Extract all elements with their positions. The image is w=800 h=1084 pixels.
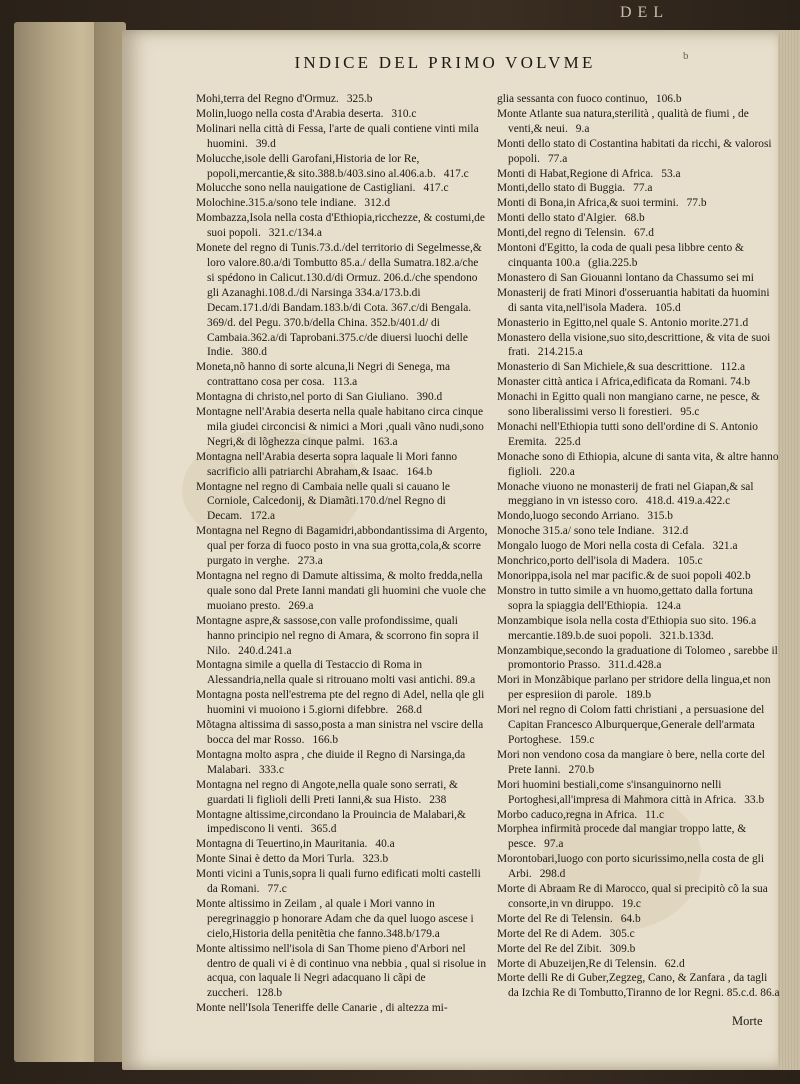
index-entry — [497, 331, 780, 361]
index-entry — [497, 524, 780, 539]
entry-text: Monti,del regno di Telensin. — [497, 227, 627, 240]
entry-reference: 333.c — [258, 763, 284, 776]
index-entry — [497, 808, 780, 823]
entry-text: Molucche,isole delli Garofani,Historia de lor Re, popoli,mercantie,& sito.388.b/403.sino al.406.a.b. — [196, 152, 436, 180]
entry-reference: 163.a — [372, 435, 398, 448]
book-binding — [14, 22, 126, 1062]
entry-text: Moneta,nõ hanno di sorte alcuna,li Negri di Senega, ma contrattano cosa per cosa. — [196, 361, 451, 389]
entry-reference: 77.a — [633, 182, 653, 195]
index-entry — [196, 778, 488, 808]
index-entry — [497, 226, 780, 241]
entry-text: Monte Atlante sua natura,sterilità , qualità de fiumi , de venti,& neui. — [497, 107, 749, 135]
entry-reference: 325.b — [346, 93, 373, 105]
entry-text: Monorippa,isola nel mar pacific.& de suoi popoli 402.b — [497, 570, 751, 582]
entry-reference: 268.d — [396, 704, 422, 717]
entry-reference: 305.c — [609, 927, 635, 940]
index-entry — [196, 122, 488, 152]
entry-text: Monastero di San Giouanni lontano da Chassumo sei mi — [497, 271, 754, 284]
entry-reference: 105.c — [677, 555, 703, 568]
index-column-left — [196, 92, 488, 1016]
entry-reference: 9.a — [575, 122, 590, 135]
index-entry — [497, 375, 780, 390]
entry-text: Monache sono di Ethiopia, alcune di santa vita, & altre hanno figlioli. — [497, 450, 779, 478]
index-entry — [196, 524, 488, 569]
entry-text: Morte del Re di Adem. — [497, 927, 602, 940]
index-entry — [497, 957, 780, 972]
index-entry — [497, 882, 780, 912]
index-entry — [196, 837, 488, 852]
entry-reference: 166.b — [312, 733, 339, 746]
catchword: Morte — [732, 1014, 763, 1028]
entry-text: Monti vicini a Tunis,sopra li quali furno edificati molti castelli da Romani. — [196, 868, 481, 896]
entry-reference: 11.c — [645, 808, 664, 821]
index-entry — [497, 554, 780, 569]
entry-reference: 309.b — [609, 942, 636, 955]
entry-reference: 124.a — [655, 599, 681, 612]
index-entry — [497, 92, 780, 107]
entry-reference: 19.c — [621, 897, 641, 910]
entry-text: Montagna nel regno di Damute altissima, & molto fredda,nella quale sono dal Prete Ianni mandati gli huomini che vuole che muoiano presto. — [196, 570, 486, 612]
entry-reference: 417.c — [423, 182, 449, 195]
entry-reference: 214.215.a — [537, 346, 583, 359]
entry-text: Morte del Re del Zibit. — [497, 942, 602, 955]
index-entry — [497, 778, 780, 808]
entry-text: Mombazza,Isola nella costa d'Ethiopia,ricchezze, & costumi,de suoi popoli. — [196, 212, 485, 240]
entry-reference: 365.d — [310, 823, 337, 836]
entry-text: Monaster città antica i Africa,edificata da Romani. 74.b — [497, 376, 751, 389]
entry-text: glia sessanta con fuoco continuo, — [497, 93, 648, 105]
entry-reference: 68.b — [624, 212, 645, 225]
entry-text: Monasterio di San Michiele,& sua descrittione. — [497, 361, 713, 374]
entry-reference: 62.d — [664, 957, 685, 970]
index-entry — [497, 942, 780, 957]
index-entry — [497, 167, 780, 182]
index-entry — [196, 688, 488, 718]
entry-text: Molinari nella città di Fessa, l'arte de quali contiene vinti mila huomini. — [196, 122, 479, 150]
index-entry — [497, 390, 780, 420]
index-entry — [497, 271, 780, 286]
entry-text: Monzambique isola nella costa d'Ethiopia suo sito. 196.a mercantie.189.b.de suoi popoli. — [497, 614, 757, 642]
index-entry — [196, 614, 488, 659]
entry-text: Monastero della visione,suo sito,descrittione, & vita de suoi frati. — [497, 331, 771, 359]
entry-reference: 95.c — [680, 406, 700, 419]
entry-text: Molochine.315.a/sono tele indiane. — [196, 197, 357, 210]
entry-reference: 189.b — [625, 689, 652, 702]
index-entry — [196, 211, 488, 241]
entry-text: Mori nel regno di Colom fatti christiani , a persuasione del Capitan Francesco Alburquerque,Generale dell'armata Portoghese. — [497, 704, 765, 746]
entry-text: Monete del regno di Tunis.73.d./del territorio di Segelmesse,& loro valore.80.a/di Tombutto 85.a./ della Sumatra.182.a/che si spédono in Calicut.130.d/di Ormuz. 206.d./che spendono gli Azanaghi.108.d./di Narsinga 334.a/173.b.di Decam.171.d/di Bandam.183.b/di Cota. 367.c/di Bengala. 369/d. del Pegu. 370.b/della China. 352.b/401.d/ di Cambaia.362.a/di Taprobani.375.c/de diuersi luochi delle Indie. — [196, 242, 482, 359]
entry-reference: 321.c/134.a — [268, 227, 322, 240]
page-title: INDICE DEL PRIMO VOLVME — [294, 53, 596, 72]
index-entry — [497, 927, 780, 942]
entry-text: Monte altissimo nell'isola di San Thome pieno d'Arbori nel dentro de quali vi è di continuo vna nebbia , qual si risolue in acqua, con laquale li Negri adacquano li cãpi de zuccheri. — [196, 942, 487, 1000]
index-entry — [196, 360, 488, 390]
entry-text: Mõtagna altissima di sasso,posta a man sinistra nel vscire della bocca del mar Rosso. — [196, 719, 484, 746]
entry-reference: 97.a — [544, 838, 564, 851]
entry-text: Mori in Monzãbique parlano per stridore della lingua,et non per espresiion di parole. — [497, 674, 771, 702]
entry-text: Monti,dello stato di Buggia. — [497, 182, 626, 195]
index-entry — [196, 658, 488, 688]
index-entry — [497, 286, 780, 316]
index-entry — [196, 181, 488, 196]
index-entry — [497, 539, 780, 554]
entry-text: Morte di Abraam Re di Marocco, qual si precipitò cõ la sua consorte,in vn diruppo. — [497, 883, 768, 910]
entry-text: Morte del Re di Telensin. — [497, 912, 613, 925]
entry-text: Monti di Habat,Regione di Africa. — [497, 167, 654, 180]
entry-text: Montagna di christo,nel porto di San Giuliano. — [196, 391, 409, 404]
index-entry — [497, 181, 780, 196]
index-entry — [196, 942, 488, 1002]
entry-reference: 40.a — [375, 838, 395, 851]
index-entry — [196, 92, 488, 107]
entry-text: Montagne altissime,circondano la Prouincia de Malabari,& impediscono li venti. — [196, 808, 466, 836]
entry-text: Monasterij de frati Minori d'osseruantia habitati da huomini di santa vita,nell'isola Madera. — [497, 286, 770, 314]
entry-text: Molucche sono nella nauigatione de Castigliani. — [196, 182, 416, 195]
entry-reference: 106.b — [655, 93, 682, 105]
entry-text: Montagna posta nell'estrema pte del regno di Adel, nella qle gli huomini vi muoiono i 5.giorni difebbre. — [196, 689, 485, 717]
entry-text: Mondo,luogo secondo Arriano. — [497, 510, 640, 523]
index-entry — [196, 897, 488, 942]
entry-text: Monte nell'Isola Teneriffe delle Canarie , di altezza mi- — [196, 1002, 448, 1015]
entry-reference: 321.a — [712, 540, 738, 553]
index-entry — [497, 614, 780, 644]
index-entry — [196, 241, 488, 360]
entry-reference: 33.b — [744, 793, 765, 806]
entry-reference: 269.a — [288, 599, 314, 612]
entry-reference: 321.b.133d. — [659, 629, 714, 642]
entry-reference: 53.a — [661, 167, 681, 180]
index-entry — [497, 211, 780, 226]
bleedthrough-text: DEL — [620, 4, 670, 21]
entry-text: Montagna nel regno di Angote,nella quale sono serrati, & guardati li figlioli delli Preti Ianni,& sua Histo. — [196, 778, 458, 806]
entry-reference: 312.d — [662, 525, 689, 538]
index-entry — [196, 480, 488, 525]
entry-text: Montagne aspre,& sassose,con valle profondissime, quali hanno principio nel regno di Amara, & scorrono fin sopra il Nilo. — [196, 614, 479, 657]
index-entry — [196, 1001, 488, 1016]
entry-text: Montagna di Teuertino,in Mauritania. — [196, 838, 368, 851]
entry-reference: 390.d — [416, 391, 443, 404]
entry-reference: 380.d — [241, 346, 267, 359]
index-entry — [196, 450, 488, 480]
entry-reference: 159.c — [569, 733, 595, 746]
entry-reference: (glia.225.b — [588, 256, 638, 269]
entry-reference: 312.d — [364, 197, 391, 210]
entry-reference: 77.c — [267, 883, 287, 896]
index-entry — [196, 390, 488, 405]
index-entry — [497, 912, 780, 927]
entry-reference: 298.d — [539, 868, 566, 881]
index-entry — [497, 196, 780, 211]
entry-reference: 418.d. 419.a.422.c — [646, 495, 731, 508]
index-entry — [196, 107, 488, 122]
entry-text: Monache viuono ne monasterij de frati nel Giapan,& sal meggiano in vn istesso coro. — [497, 480, 754, 508]
entry-text: Morte delli Re di Guber,Zegzeg, Cano, & Zanfara , da tagli da Izchia Re di Tombutto,Tiranno de lor Regni. 85.c.d. 86.a — [497, 972, 780, 1000]
entry-text: Morphea infirmità procede dal mangiar troppo latte, & pesce. — [497, 823, 747, 851]
index-entry — [497, 569, 780, 584]
entry-reference: 310.c — [391, 107, 417, 120]
entry-reference: 273.a — [297, 555, 323, 568]
entry-reference: 311.d.428.a — [608, 659, 662, 672]
index-entry — [497, 107, 780, 137]
entry-reference: 39.d — [255, 137, 276, 150]
index-entry — [196, 405, 488, 450]
index-entry — [196, 718, 488, 748]
entry-text: Mongalo luogo de Mori nella costa di Cefala. — [497, 540, 705, 553]
index-entry — [497, 584, 780, 614]
index-entry — [497, 673, 780, 703]
index-entry — [497, 450, 780, 480]
entry-reference: 77.a — [547, 152, 568, 165]
entry-text: Monachi nell'Ethiopia tutti sono dell'ordine di S. Antonio Eremita. — [497, 420, 759, 448]
index-entry — [196, 569, 488, 614]
entry-text: Monti di Bona,in Africa,& suoi termini. — [497, 197, 679, 210]
entry-text: Mori huomini bestiali,come s'insanguinorno nelli Portoghesi,all'impresa di Mahmora città in Africa. — [497, 778, 737, 806]
index-entry — [497, 316, 780, 331]
entry-text: Monti dello stato d'Algier. — [497, 212, 617, 225]
entry-text: Monte Sinai è detto da Mori Turla. — [196, 853, 355, 866]
index-entry — [497, 509, 780, 524]
index-entry — [196, 196, 488, 211]
entry-reference: 105.d — [655, 301, 681, 314]
entry-text: Mohi,terra del Regno d'Ormuz. — [196, 93, 339, 105]
entry-reference: 77.b — [686, 197, 707, 210]
index-entry — [497, 748, 780, 778]
entry-reference: 315.b — [647, 510, 674, 523]
index-entry — [497, 420, 780, 450]
entry-reference: 270.b — [568, 763, 595, 776]
entry-reference: 113.a — [332, 376, 358, 389]
entry-text: Mori non vendono cosa da mangiare ò bere, nella corte del Prete Ianni. — [497, 748, 765, 776]
index-entry — [497, 703, 780, 748]
entry-text: Monoche 315.a/ sono tele Indiane. — [497, 525, 655, 538]
entry-text: Montoni d'Egitto, la coda de quali pesa libbre cento & cinquanta 100.a — [497, 242, 744, 269]
page-mark: b — [683, 50, 689, 62]
entry-reference: 220.a — [549, 465, 575, 478]
entry-reference: 67.d — [634, 227, 654, 240]
entry-text: Montagna simile a quella di Testaccio di Roma in Alessandria,nella quale si ritrouano molti vasi antichi. 89.a — [196, 659, 476, 687]
index-entry — [497, 822, 780, 852]
entry-text: Montagna nel Regno di Bagamidri,abbondantissima di Argento, qual per forza di fuoco posto in vna sua grotta,cola,& scorre purgato in verghe. — [196, 525, 488, 568]
entry-reference: 172.a — [250, 510, 276, 523]
index-entry — [497, 852, 780, 882]
entry-reference: 323.b — [362, 853, 389, 866]
entry-text: Montagne nell'Arabia deserta nella quale habitano circa cinque mila giudei circoncisi & nimici a Mori ,quali vãno nudi,sono Negri,& di lõghezza cinque palmi. — [196, 406, 484, 448]
entry-text: Monchrico,porto dell'isola di Madera. — [497, 555, 670, 568]
entry-reference: 240.d.241.a — [238, 644, 292, 657]
entry-text: Morte di Abuzeijen,Re di Telensin. — [497, 957, 657, 970]
entry-reference: 238 — [429, 793, 447, 806]
index-entry — [497, 480, 780, 510]
entry-text: Montagna molto aspra , che diuide il Regno di Narsinga,da Malabari. — [196, 748, 466, 776]
entry-reference: 164.b — [406, 465, 433, 478]
entry-text: Monachi in Egitto quali non mangiano carne, ne pesce, & sono liberalissimi verso li forestieri. — [497, 391, 760, 419]
entry-reference: 417.c — [443, 167, 469, 180]
index-column-right — [497, 92, 780, 1001]
entry-text: Morontobari,luogo con porto sicurissimo,nella costa de gli Arbi. — [497, 853, 765, 881]
index-entry — [196, 152, 488, 182]
entry-reference: 64.b — [620, 912, 641, 925]
index-entry — [497, 971, 780, 1001]
entry-text: Morbo caduco,regna in Africa. — [497, 808, 638, 821]
entry-text: Montagna nell'Arabia deserta sopra laquale li Mori fanno sacrificio alli patriarchi Abraham,& Isaac. — [196, 450, 458, 478]
page-edges — [778, 30, 800, 1070]
index-entry — [497, 644, 780, 674]
entry-text: Monti dello stato di Costantina habitati da ricchi, & valorosi popoli. — [497, 137, 772, 165]
index-entry — [196, 808, 488, 838]
entry-reference: 128.b — [256, 987, 283, 1000]
entry-text: Monzambique,secondo la graduatione di Tolomeo , sarebbe il promontorio Prasso. — [497, 644, 778, 672]
entry-text: Monte altissimo in Zeilam , al quale i Mori vanno in peregrinaggio p honorare Adam che da quel luogo ascese i cielo,Historia della penitẽtia che fanno.348.b/179.a — [196, 897, 474, 940]
entry-text: Montagne nel regno di Cambaia nelle quali si cauano le Corniole, Calcedonij, & Diamãti.170.d/nel Regno di Decam. — [196, 480, 450, 523]
entry-reference: 225.d — [554, 435, 581, 448]
index-entry — [196, 748, 488, 778]
entry-text: Monstro in tutto simile a vn huomo,gettato dalla fortuna sopra la spiaggia dell'Ethiopia. — [497, 584, 753, 612]
index-entry — [196, 852, 488, 867]
entry-text: Monasterio in Egitto,nel quale S. Antonio morite.271.d — [497, 316, 749, 329]
index-entry — [497, 137, 780, 167]
entry-text: Molin,luogo nella costa d'Arabia deserta. — [196, 107, 384, 120]
index-entry — [497, 360, 780, 375]
index-entry — [497, 241, 780, 271]
index-entry — [196, 867, 488, 897]
entry-reference: 112.a — [720, 361, 746, 374]
